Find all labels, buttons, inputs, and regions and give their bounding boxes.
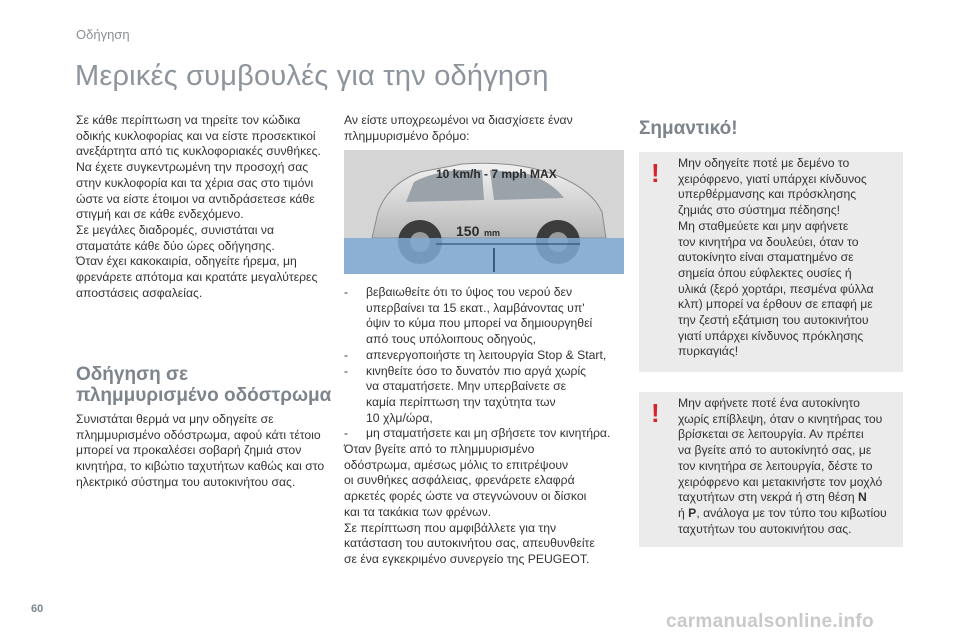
important-heading: Σημαντικό! <box>639 118 738 139</box>
text-line: ηλεκτρικό σύστημα του αυτοκινήτου σας. <box>76 474 296 489</box>
text-line: να σταματήσετε. Μην υπερβαίνετε σε <box>366 379 567 394</box>
text-line: μπορεί να προκαλέσει σοβαρή ζημιά στον <box>76 443 302 458</box>
text-line: οι συνθήκες ασφάλειας, φρενάρετε ελαφρά <box>344 473 575 488</box>
text-line: χειρόφρενο, γιατί υπάρχει κίνδυνος <box>678 171 867 186</box>
text-line: αποστάσεις ασφαλείας. <box>76 285 203 300</box>
bullet-dash: - <box>344 363 349 378</box>
gear-p: P <box>688 505 697 520</box>
text-line: ανεξάρτητα από τις κυκλοφοριακές συνθήκες. <box>76 144 321 159</box>
list-item <box>344 285 626 348</box>
page-number: 60 <box>31 603 44 615</box>
text-line: πυρκαγιάς! <box>678 344 739 359</box>
flooded-road-text <box>76 412 338 491</box>
text-line: αρκετές φορές ώστε να στεγνώνουν οι δίσκοι <box>344 489 587 504</box>
text-line: πλημμυρισμένο δρόμο: <box>344 128 470 143</box>
flooded-road-heading <box>76 364 346 406</box>
text-line: Μην αφήνετε ποτέ ένα αυτοκίνητο <box>678 396 860 410</box>
flooded-intro <box>344 113 624 144</box>
text-line: την ζεστή εξάτμιση του αυτοκινήτου <box>678 313 869 328</box>
text-line: κινητήρα, το κιβώτιο ταχυτήτων καθώς και στο <box>76 459 325 474</box>
text-line: μη σταματήσετε και μη σβήσετε τον κινητήρα. <box>366 426 611 441</box>
text-line: υλικά (ξερό χορτάρι, πεσμένα φύλλα <box>678 281 874 296</box>
text-line: στην κυκλοφορία και τα χέρια σας στο τιμόνι <box>76 175 314 190</box>
text-line: 10 χλμ/ώρα, <box>366 410 433 425</box>
text-line: αυτοκίνητο είναι σταματημένο σε <box>678 250 854 265</box>
flooded-steps <box>344 285 626 568</box>
text-span: ή <box>678 505 685 520</box>
text-line: Να έχετε συγκεντρωμένη την προσοχή σας <box>76 160 309 175</box>
text-line: οδόστρωμα, αμέσως μόλις το επιτρέψουν <box>344 457 569 472</box>
warning-box-unattended <box>639 392 903 547</box>
warning-box-handbrake <box>639 152 903 372</box>
depth-value: 150 <box>456 223 480 239</box>
text-line: Αν είστε υποχρεωμένοι να διασχίσετε έναν <box>344 113 573 127</box>
list-item <box>344 426 626 442</box>
text-line: υπερβαίνει τα 15 εκατ., λαμβάνοντας υπ' <box>366 300 585 315</box>
list-item <box>344 348 626 364</box>
text-span: ταχυτήτων στη νεκρά ή στη θέση <box>678 490 855 505</box>
text-line: στιγμή και σε κάθε ενδεχόμενο. <box>76 207 244 222</box>
bullet-dash: - <box>344 285 349 299</box>
text-line: πλημμυρισμένο οδόστρωμα, αφού κάτι τέτοιο <box>76 427 321 442</box>
text-line: να βγείτε από το αυτοκίνητό σας, με <box>678 443 872 458</box>
text-line: ώστε να είστε έτοιμοι να αντιδράσετεσε κάθε <box>76 191 315 206</box>
text-line: Συνιστάται θερμά να μην οδηγείτε σε <box>76 412 274 426</box>
text-line: ταχυτήτων του αυτοκινήτου σας. <box>678 521 852 536</box>
heading-line: πλημμυρισμένο οδόστρωμα <box>76 385 332 406</box>
text-span: , ανάλογα με τον τύπο του κιβωτίου <box>696 505 887 520</box>
page-title: Μερικές συμβουλές για την οδήγηση <box>75 60 549 92</box>
section-label: Οδήγηση <box>76 27 130 42</box>
text-line: Όταν βγείτε από το πλημμυρισμένο <box>344 442 535 457</box>
watermark: carmanualsonline.info <box>666 611 874 632</box>
text-line: βεβαιωθείτε ότι το ύψος του νερού δεν <box>366 285 573 299</box>
text-line: τον κινητήρα να δουλεύει, όταν το <box>678 234 859 249</box>
car-water-figure <box>344 150 624 274</box>
text-line: σταματάτε κάθε δύο ώρες οδήγησης. <box>76 238 275 253</box>
text-line: καμία περίπτωση την ταχύτητα των <box>366 394 556 409</box>
text-line: κλπ) μπορεί να έρθουν σε επαφή με <box>678 297 873 312</box>
general-advice-text <box>76 113 338 301</box>
text-line: και τα τακάκια των φρένων. <box>344 504 492 519</box>
text-line: φρενάρετε απότομα και κρατάτε μεγαλύτερες <box>76 270 318 285</box>
text-line: Σε κάθε περίπτωση να τηρείτε τον κώδικα <box>76 113 301 127</box>
text-line: Μην οδηγείτε ποτέ με δεμένο το <box>678 156 850 170</box>
text-line: ζημιάς στο σύστημα πέδησης! <box>678 203 841 218</box>
text-line <box>678 506 893 522</box>
text-line: σημεία όπου εύφλεκτες ουσίες ή <box>678 265 852 280</box>
text-line: τον κινητήρα σε λειτουργία, δέστε το <box>678 458 873 473</box>
text-line: απενεργοποιήστε τη λειτουργία Stop & Start, <box>366 347 607 362</box>
text-line: οδικής κυκλοφορίας και να είστε προσεκτικοί <box>76 128 316 143</box>
gear-n: N <box>858 490 867 505</box>
speed-label: 10 km/h - 7 mph MAX <box>436 167 557 181</box>
text-line: Όταν έχει κακοκαιρία, οδηγείτε ήρεμα, μη <box>76 254 297 269</box>
bullet-dash: - <box>344 426 349 441</box>
warning-icon: ! <box>651 158 660 188</box>
text-line: γιατί υπάρχει κίνδυνος πρόκλησης <box>678 328 864 343</box>
text-line: χειρόφρενο και μετακινήστε τον μοχλό <box>678 474 883 489</box>
text-line: από τους υπόλοιπους οδηγούς, <box>366 332 537 347</box>
text-line <box>678 490 893 506</box>
water-surface <box>344 238 624 274</box>
text-line: Μη σταθμεύετε και μην αφήνετε <box>678 218 849 233</box>
bullet-dash: - <box>344 347 349 362</box>
text-line: κατάσταση του αυτοκινήτου σας, απευθυνθείτε <box>344 536 595 551</box>
text-line: Σε μεγάλες διαδρομές, συνιστάται να <box>76 222 274 237</box>
text-line: χωρίς επίβλεψη, όταν ο κινητήρας του <box>678 411 883 426</box>
text-line: σε ένα εγκεκριμένο συνεργείο της PEUGEOT. <box>344 551 590 566</box>
text-line: Σε περίπτωση που αμφιβάλλετε για την <box>344 520 557 535</box>
text-line: υπερθέρμανσης και πρόσκλησης <box>678 187 857 202</box>
depth-unit: mm <box>484 228 501 238</box>
list-item <box>344 364 626 427</box>
text-line: κινηθείτε όσο το δυνατόν πιο αργά χωρίς <box>366 363 587 378</box>
heading-line: Οδήγηση σε <box>76 364 188 385</box>
warning-icon: ! <box>651 398 660 428</box>
text-line: όψιν το κύμα που μπορεί να δημιουργηθεί <box>366 316 593 331</box>
text-line: βρίσκεται σε λειτουργία. Αν πρέπει <box>678 427 864 442</box>
